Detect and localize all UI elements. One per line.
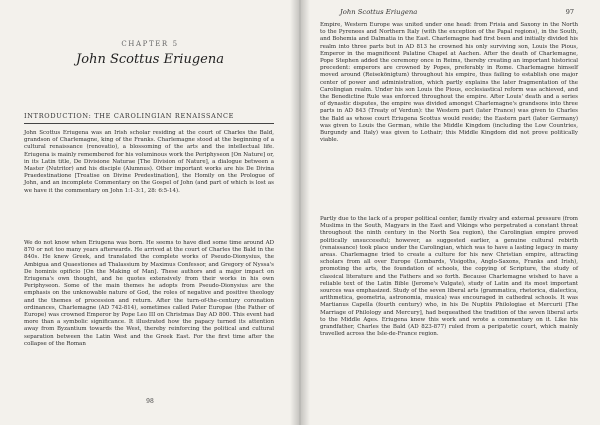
right-paragraph-1: Empire, Western Europe was united under one head: from Frisia and Saxony in the North to the Pyrenees and Northern Italy (with the exception of the Papal regions), in the South, and Bohemia and Dalmatia in the East. Charlemagne had first been and initially divided his realm into three parts but in AD 813 he crowned his only surviving son, Louis the Pious, Emperor in the magnificent Palatine Chapel at Aachen. After the death of Charlemagne, Pope Stephen added the ceremony once in Reims, thereby creating an important historical precedent: emperors are crowned by Popes, preferably in Rome. Charlemagne himself moved around (Reisekönigtum) throughout his empire, thus failing to establish one major center of power and administration, which partly explains the later fragmentation of the Carolingian realm. Under his son Louis the Pious, ecclesiastical reform was achieved, and the Benedictine Rule was enforced throughout the empire. After Louis' death and a series of dynastic disputes, the empire was divided amongst Charlemagne's grandsons into three parts in AD 843 (Treaty of Verdun): the Western part (later France) was given to Charles the Bald as whose court Eriugena Scottus would reside; the Eastern part (later Germany) was given to Louis the German, while the Middle Kingdom (including the Low Countries, Burgundy and Italy) was given to Lothair; this Middle Kingdom did not prove politically viable. [320,22,578,144]
chapter-title: John Scottus Eriugena [76,52,224,67]
right-page [300,0,600,425]
left-paragraph-2: We do not know when Eriugena was born. He seems to have died some time around AD 870 or not too many years afterwards. He arrived at the court of Charles the Bald in the 840s. He knew Greek, and translated the complete works of Pseudo-Dionysius, the Ambigua and Quaestiones ad Thalassium by Maximus Confessor, and Gregory of Nyssa's De hominis opificio [On the Making of Man]. These authors and a major impact on Eriugena's own thought, and he quotes extensively from their works in his own Periphyseon. Some of the main themes he adopts from Pseudo-Dionysius are the emphasis on the unknowable nature of God, the roles of negative and positive theology and the themes of procession and return. After the turn-of-the-century coronation ordinances, Charlemagne (AD 742-814), sometimes called Pater Europae (the Father of Europe) was crowned Emperor by Pope Leo III on Christmas Day AD 800. This event had more than a symbolic significance. It illustrated how the papacy turned its attention away from Byzantium towards the West, thereby reinforcing the political and cultural separation between the Latin West and the Greek East. For the first time after the collapse of the Roman [24,240,274,347]
left-page-number: 98 [146,398,154,405]
right-paragraph-2: Partly due to the lack of a proper political center, family rivalry and external pressure (from Muslims in the South, Magyars in the East and Vikings who perpetrated a constant threat throughout the ninth century in the North Sea region), the Carolingian empire proved politically unsuccessful; however, as suggested earlier, a genuine cultural rebirth (renaissance) took place under the Carolingian, which was to have a lasting legacy in many areas. Charlemagne tried to create a culture for his new Christian empire, attracting scholars from all over Europe (Lombards, Visigoths, Anglo-Saxons, Franks and Irish), promoting the arts, the foundation of schools, the copying of Scripture, the study of classical literature and the Fathers and so forth. Because Charlemagne wished to have a reliable text of the Latin Bible (Jerome's Vulgate), study of Latin and its most important sources was emphasized. Study of the seven liberal arts (grammatica, rhetorica, dialectica, arithmetica, geometria, astronomia, musica) was encouraged in cathedral schools. It was Martianus Capella (fourth century) who, in his De Nuptiis Philologiae et Mercurii [The Marriage of Philology and Mercury], had bequeathed the tradition of the seven liberal arts to the Middle Ages. Eriugena knew this work and wrote a commentary on it. Like his grandfather, Charles the Bald (AD 823-877) ruled from a peripatetic court, which mainly travelled across the Isle-de-France region. [320,216,578,338]
left-paragraph-1: John Scottus Eriugena was an Irish scholar residing at the court of Charles the Bald, grandson of Charlemagne, king of the Franks. Charlemagne stood at the beginning of a cultural renaissance (renovatio), a blossoming of the arts and the intellectual life. Eriugena is mainly remembered for his voluminous work the Periphyseon [On Nature] or, in its Latin title, De Divisione Naturae [The Division of Nature], a dialogue between a Master (Nutritor) and his disciple (Alumnus). Other important works are his De Divina Praedestinatione [Treatise on Divine Predestination], the Homily on the Prologue of John, and an incomplete Commentary on the Gospel of John (and part of which is lost as we have it the commentary on John 1:1-3:1, 28: 6:5-14). [24,130,274,194]
section-divider [24,123,274,124]
chapter-label: CHAPTER 5 [121,40,179,48]
right-page-number: 97 [565,8,574,16]
running-head: John Scottus Eriugena [340,8,418,16]
section-heading: INTRODUCTION: THE CAROLINGIAN RENAISSANCE [24,112,235,120]
